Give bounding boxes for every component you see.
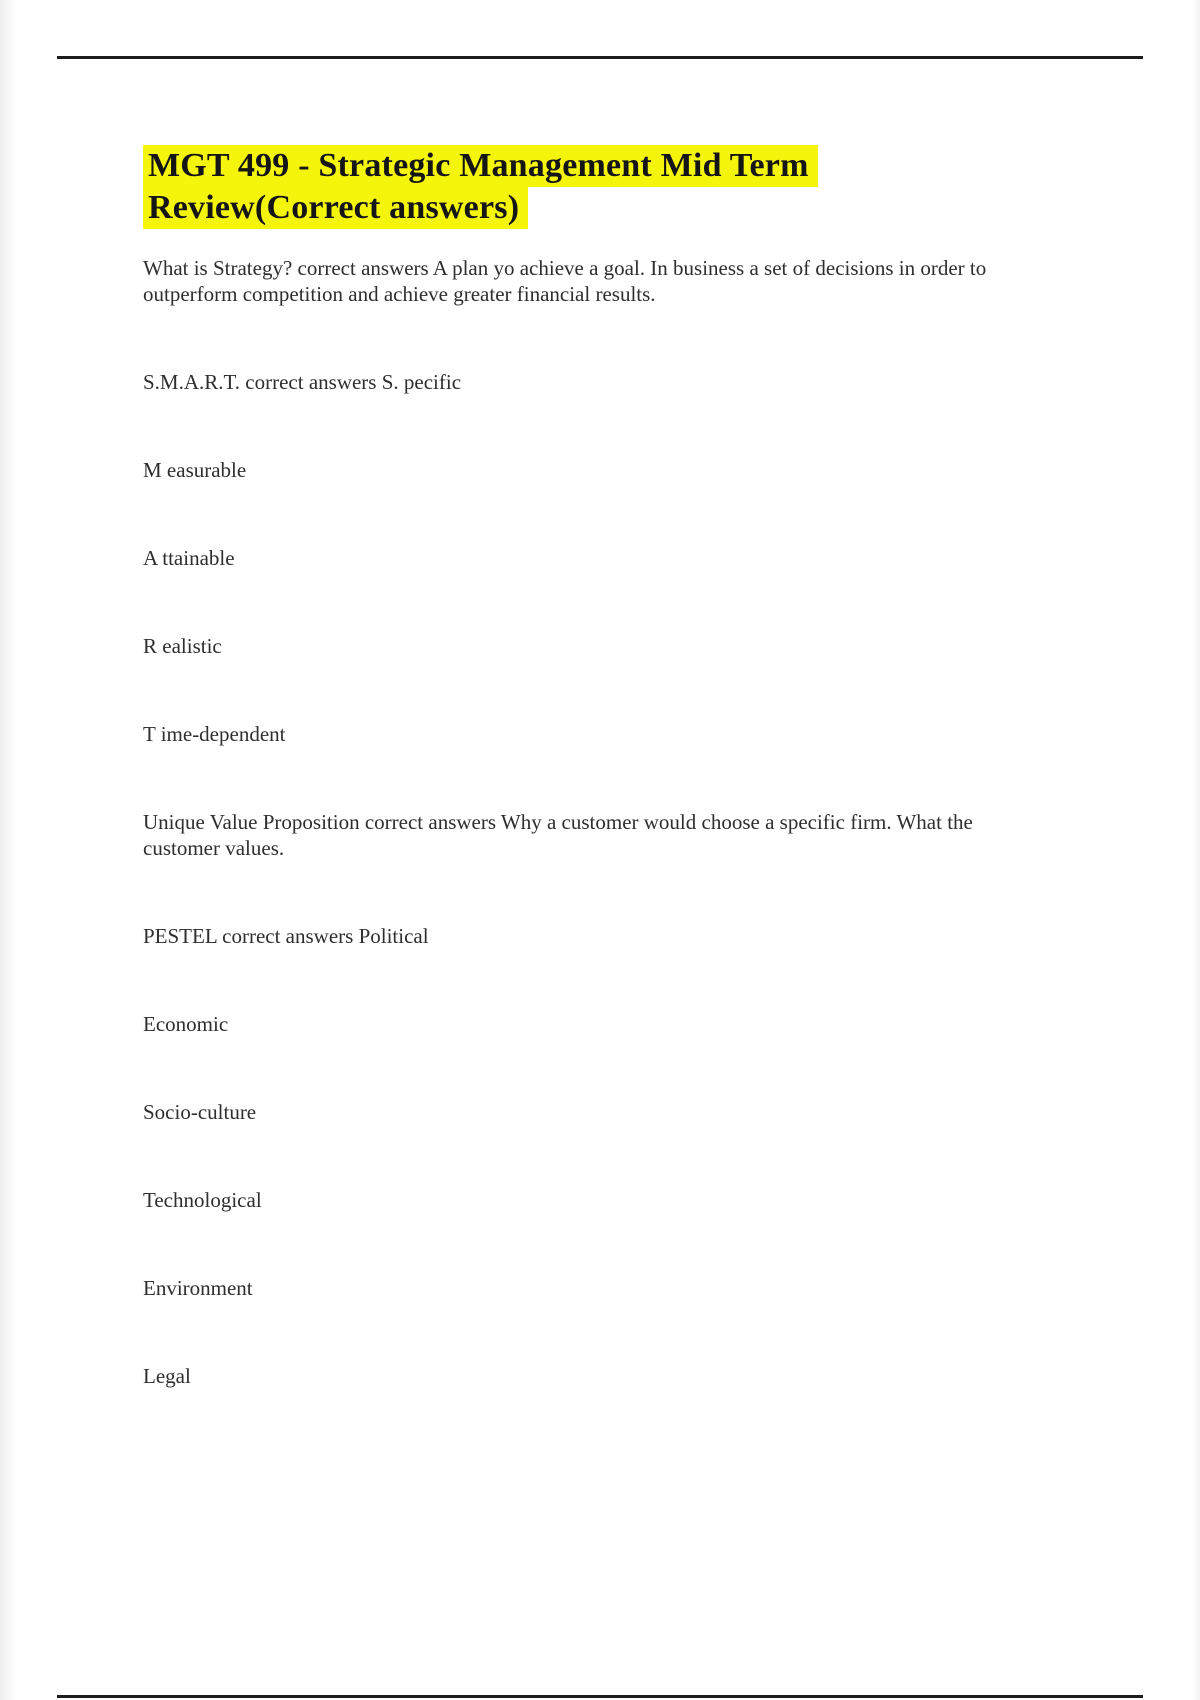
text-line: Unique Value Proposition correct answers Why a customer would choose a specific firm. What the [143,810,973,834]
text-line: R ealistic [143,634,222,658]
bottom-rule [57,1695,1143,1698]
paragraph-socio-culture [143,1099,1063,1125]
top-rule [57,56,1143,59]
text-line: Legal [143,1364,191,1388]
document-content [143,145,1063,1451]
paragraph-realistic [143,633,1063,659]
paragraph-unique-value-proposition [143,809,1063,861]
paragraph-smart [143,369,1063,395]
text-line: Environment [143,1276,253,1300]
text-line: A ttainable [143,546,235,570]
paragraph-environment [143,1275,1063,1301]
text-line: M easurable [143,458,247,482]
paragraph-legal [143,1363,1063,1389]
text-line: Technological [143,1188,262,1212]
document-title [143,145,1063,229]
text-line: What is Strategy? correct answers A plan yo achieve a goal. In business a set of decisions in order to [143,256,987,280]
paragraph-pestel [143,923,1063,949]
document-title-line-2: Review(Correct answers) [143,187,528,229]
document-title-line-1: MGT 499 - Strategic Management Mid Term [143,145,818,187]
text-line: Economic [143,1012,229,1036]
text-line: outperform competition and achieve greater financial results. [143,282,656,306]
paragraph-attainable [143,545,1063,571]
paragraph-time-dependent [143,721,1063,747]
paragraph-measurable [143,457,1063,483]
text-line: T ime-dependent [143,722,286,746]
text-line: customer values. [143,836,285,860]
paragraph-economic [143,1011,1063,1037]
text-line: Socio-culture [143,1100,257,1124]
paragraph-technological [143,1187,1063,1213]
text-line: S.M.A.R.T. correct answers S. pecific [143,370,462,394]
text-line: PESTEL correct answers Political [143,924,429,948]
paragraph-what-is-strategy [143,255,1063,307]
